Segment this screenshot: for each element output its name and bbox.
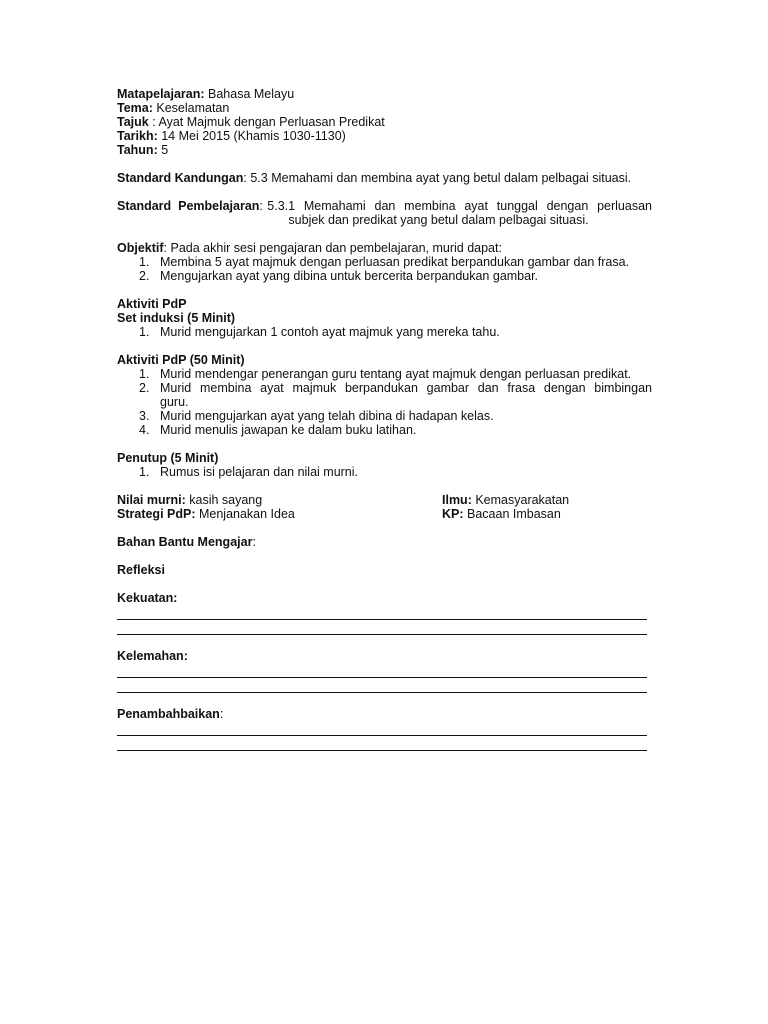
standard-pembelajaran-line1: : 5.3.1 Memahami dan membina ayat tunggal dengan perluasan <box>259 199 652 213</box>
standard-kandungan-value: : 5.3 Memahami dan membina ayat yang betul dalam pelbagai situasi. <box>243 171 632 185</box>
kp-label: KP: <box>442 507 464 521</box>
nilai-label: Nilai murni: <box>117 493 186 507</box>
ilmu-label: Ilmu: <box>442 493 472 507</box>
objektif-list <box>117 255 652 283</box>
set-induksi-list <box>117 325 652 339</box>
year-value: 5 <box>157 143 169 157</box>
set-induksi-heading: Set induksi (5 Minit) <box>117 311 236 325</box>
list-item: 1. Murid mendengar penerangan guru tentang ayat majmuk dengan perluasan predikat. <box>139 367 632 381</box>
bahan-line: Bahan Bantu Mengajar: <box>117 535 256 549</box>
objektif-intro: : Pada akhir sesi pengajaran dan pembelajaran, murid dapat: <box>163 241 502 255</box>
aktiviti-pdp-heading: Aktiviti PdP (50 Minit) <box>117 353 245 367</box>
date-label: Tarikh: <box>117 129 158 143</box>
lesson-plan-document <box>117 87 652 751</box>
year-line <box>117 143 652 157</box>
penambahbaikan-label: Penambahbaikan: <box>117 707 224 721</box>
strategi-kp-row <box>117 507 652 521</box>
topic-line <box>117 115 652 129</box>
penambahbaikan-line-1 <box>117 721 647 736</box>
penambahbaikan-line-2 <box>117 736 647 751</box>
kelemahan-label: Kelemahan: <box>117 649 188 663</box>
aktiviti-heading: Aktiviti PdP <box>117 297 187 311</box>
standard-pembelajaran-label: Standard Pembelajaran <box>117 199 260 213</box>
nilai-value: kasih sayang <box>185 493 263 507</box>
standard-kandungan-label: Standard Kandungan <box>117 171 244 185</box>
list-item: 1. Murid mengujarkan 1 contoh ayat majmuk yang mereka tahu. <box>139 325 500 339</box>
objektif-line <box>117 241 652 255</box>
standard-pembelajaran-line2: subjek dan predikat yang betul dalam pelbagai situasi. <box>288 213 589 227</box>
kelemahan-line-2 <box>117 678 647 693</box>
date-value: 14 Mei 2015 (Khamis 1030-1130) <box>157 129 346 143</box>
strategi-value: Menjanakan Idea <box>195 507 295 521</box>
topic-label: Tajuk <box>117 115 149 129</box>
theme-label: Tema: <box>117 101 153 115</box>
strategi-label: Strategi PdP: <box>117 507 196 521</box>
list-item: 2. Murid membina ayat majmuk berpandukan gambar dan frasa dengan bimbingan guru. <box>139 381 652 409</box>
theme-value: Keselamatan <box>152 101 230 115</box>
subject-label: Matapelajaran: <box>117 87 205 101</box>
penutup-heading: Penutup (5 Minit) <box>117 451 219 465</box>
year-label: Tahun: <box>117 143 158 157</box>
date-line <box>117 129 652 143</box>
list-item: 3. Murid mengujarkan ayat yang telah dibina di hadapan kelas. <box>139 409 494 423</box>
kekuatan-line-1 <box>117 605 647 620</box>
refleksi-heading: Refleksi <box>117 563 165 577</box>
subject-value: Bahasa Melayu <box>204 87 295 101</box>
standard-kandungan-line <box>117 171 652 185</box>
standard-pembelajaran-block <box>117 199 652 227</box>
subject-line <box>117 87 652 101</box>
list-item: 1. Rumus isi pelajaran dan nilai murni. <box>139 465 359 479</box>
ilmu-value: Kemasyarakatan <box>471 493 570 507</box>
bahan-label: Bahan Bantu Mengajar <box>117 535 253 549</box>
topic-value: : Ayat Majmuk dengan Perluasan Predikat <box>148 115 385 129</box>
penutup-list <box>117 465 652 479</box>
kekuatan-label: Kekuatan: <box>117 591 178 605</box>
list-item: 1. Membina 5 ayat majmuk dengan perluasan predikat berpandukan gambar dan frasa. <box>139 255 630 269</box>
objektif-label: Objektif <box>117 241 164 255</box>
kp-value: Bacaan Imbasan <box>463 507 561 521</box>
list-item: 2. Mengujarkan ayat yang dibina untuk bercerita berpandukan gambar. <box>139 269 539 283</box>
theme-line <box>117 101 652 115</box>
kekuatan-line-2 <box>117 620 647 635</box>
list-item: 4. Murid menulis jawapan ke dalam buku latihan. <box>139 423 417 437</box>
aktiviti-pdp-list <box>117 367 652 437</box>
nilai-ilmu-row <box>117 493 652 507</box>
kelemahan-line-1 <box>117 663 647 678</box>
